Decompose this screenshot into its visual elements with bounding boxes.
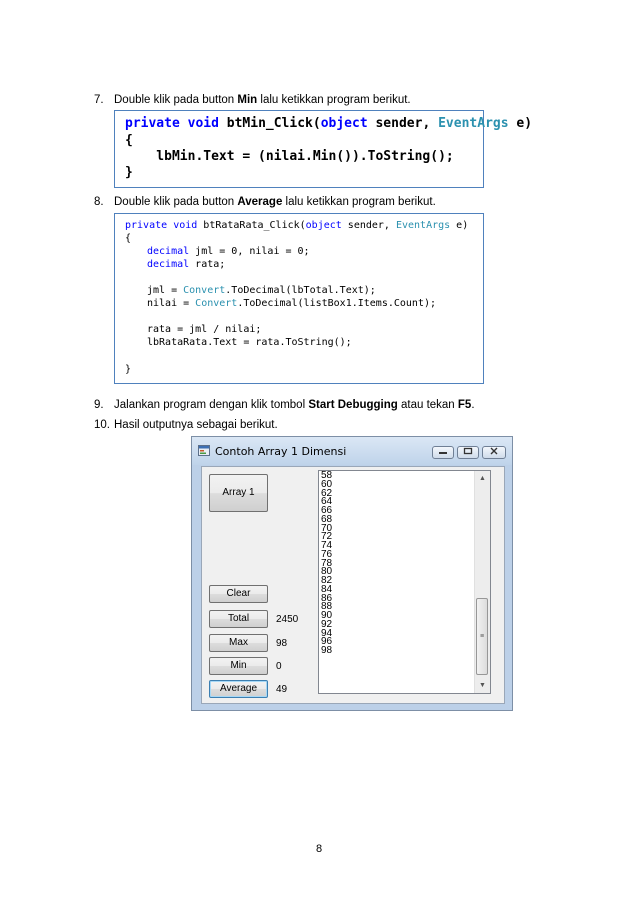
list-item[interactable]: 60 (321, 478, 333, 490)
code-line: { (125, 133, 133, 148)
list-item[interactable]: 72 (321, 531, 333, 543)
listbox-items (321, 472, 332, 656)
step-number: 7. (94, 94, 104, 106)
max-button[interactable]: Max (209, 634, 268, 652)
maximize-button[interactable] (457, 446, 479, 459)
code-line: } (125, 165, 133, 180)
code-line: { (125, 233, 132, 244)
maximize-icon (463, 447, 473, 455)
step-7 (94, 93, 411, 107)
list-item[interactable]: 70 (321, 522, 333, 534)
list-item[interactable]: 58 (321, 470, 333, 481)
list-item[interactable]: 96 (321, 636, 333, 648)
average-button[interactable]: Average (209, 680, 268, 698)
code-line: rata = jml / nilai; (147, 324, 262, 335)
app-window (191, 436, 513, 711)
step-8 (94, 195, 436, 209)
list-item[interactable]: 78 (321, 557, 333, 569)
total-button[interactable]: Total (209, 610, 268, 628)
list-item[interactable]: 94 (321, 627, 333, 639)
list-item[interactable]: 88 (321, 601, 333, 613)
minimize-icon (438, 447, 448, 455)
code-block-average (114, 213, 484, 384)
step-bold-text: Average (237, 196, 283, 208)
scrollbar-thumb[interactable] (476, 598, 488, 675)
step-text: Jalankan program dengan klik tombol (114, 399, 309, 411)
close-button[interactable] (482, 446, 506, 459)
list-item[interactable]: 64 (321, 496, 333, 508)
minimize-button[interactable] (432, 446, 454, 459)
code-line: private void btRataRata_Click(object sender, EventArgs e) (125, 220, 469, 231)
clear-button[interactable]: Clear (209, 585, 268, 603)
total-value: 2450 (276, 614, 299, 625)
window-titlebar[interactable] (192, 437, 512, 465)
close-icon (489, 447, 499, 455)
code-line: private void btMin_Click(object sender, EventArgs e) (125, 116, 533, 131)
scroll-up-button[interactable]: ▲ (479, 475, 486, 482)
list-item[interactable]: 84 (321, 583, 333, 595)
list-item[interactable]: 76 (321, 548, 333, 560)
scroll-down-button[interactable]: ▼ (479, 682, 486, 689)
list-item[interactable]: 80 (321, 566, 333, 578)
list-item[interactable]: 98 (321, 645, 333, 656)
average-value: 49 (276, 684, 288, 695)
step-number: 8. (94, 196, 104, 208)
step-text: . (471, 399, 475, 411)
step-number: 9. (94, 399, 104, 411)
form-client-area (201, 466, 505, 704)
page-number: 8 (315, 843, 323, 855)
list-item[interactable]: 90 (321, 610, 333, 621)
app-form-icon (198, 445, 210, 456)
code-block-min (114, 110, 533, 188)
step-9 (94, 398, 475, 412)
step-10 (94, 418, 278, 432)
grip-icon: ≡ (480, 633, 485, 640)
step-text: Double klik pada button (114, 196, 238, 208)
step-text: Hasil outputnya sebagai berikut. (114, 419, 278, 431)
min-button[interactable]: Min (209, 657, 268, 675)
list-item[interactable]: 82 (321, 575, 333, 586)
max-value: 98 (276, 638, 288, 649)
step-number: 10. (94, 419, 110, 431)
list-item[interactable]: 66 (321, 505, 333, 516)
code-line: jml = Convert.ToDecimal(lbTotal.Text); (147, 285, 376, 296)
code-line: nilai = Convert.ToDecimal(listBox1.Items.Count); (147, 298, 437, 309)
number-listbox[interactable] (318, 470, 491, 694)
step-text: lalu ketikkan program berikut. (282, 196, 436, 208)
listbox-scrollbar[interactable] (474, 471, 490, 693)
list-item[interactable]: 74 (321, 540, 333, 551)
list-item[interactable]: 62 (321, 487, 333, 499)
step-text: atau tekan (397, 399, 458, 411)
window-title: Contoh Array 1 Dimensi (215, 445, 347, 458)
min-value: 0 (276, 661, 282, 672)
code-line: decimal rata; (147, 259, 226, 270)
list-item[interactable]: 68 (321, 513, 333, 525)
step-text: Double klik pada button (114, 94, 238, 106)
list-item[interactable]: 86 (321, 592, 333, 604)
code-line: lbMin.Text = (nilai.Min()).ToString(); (125, 149, 454, 164)
code-line: } (125, 364, 132, 375)
step-text: lalu ketikkan program berikut. (257, 94, 411, 106)
list-item[interactable]: 92 (321, 618, 333, 630)
array1-button[interactable]: Array 1 (209, 474, 268, 512)
step-bold-text: F5 (457, 399, 472, 411)
code-line: lbRataRata.Text = rata.ToString(); (147, 337, 352, 348)
step-bold-text: Min (237, 94, 258, 106)
code-line: decimal jml = 0, nilai = 0; (147, 246, 310, 257)
step-bold-text: Start Debugging (308, 399, 398, 411)
